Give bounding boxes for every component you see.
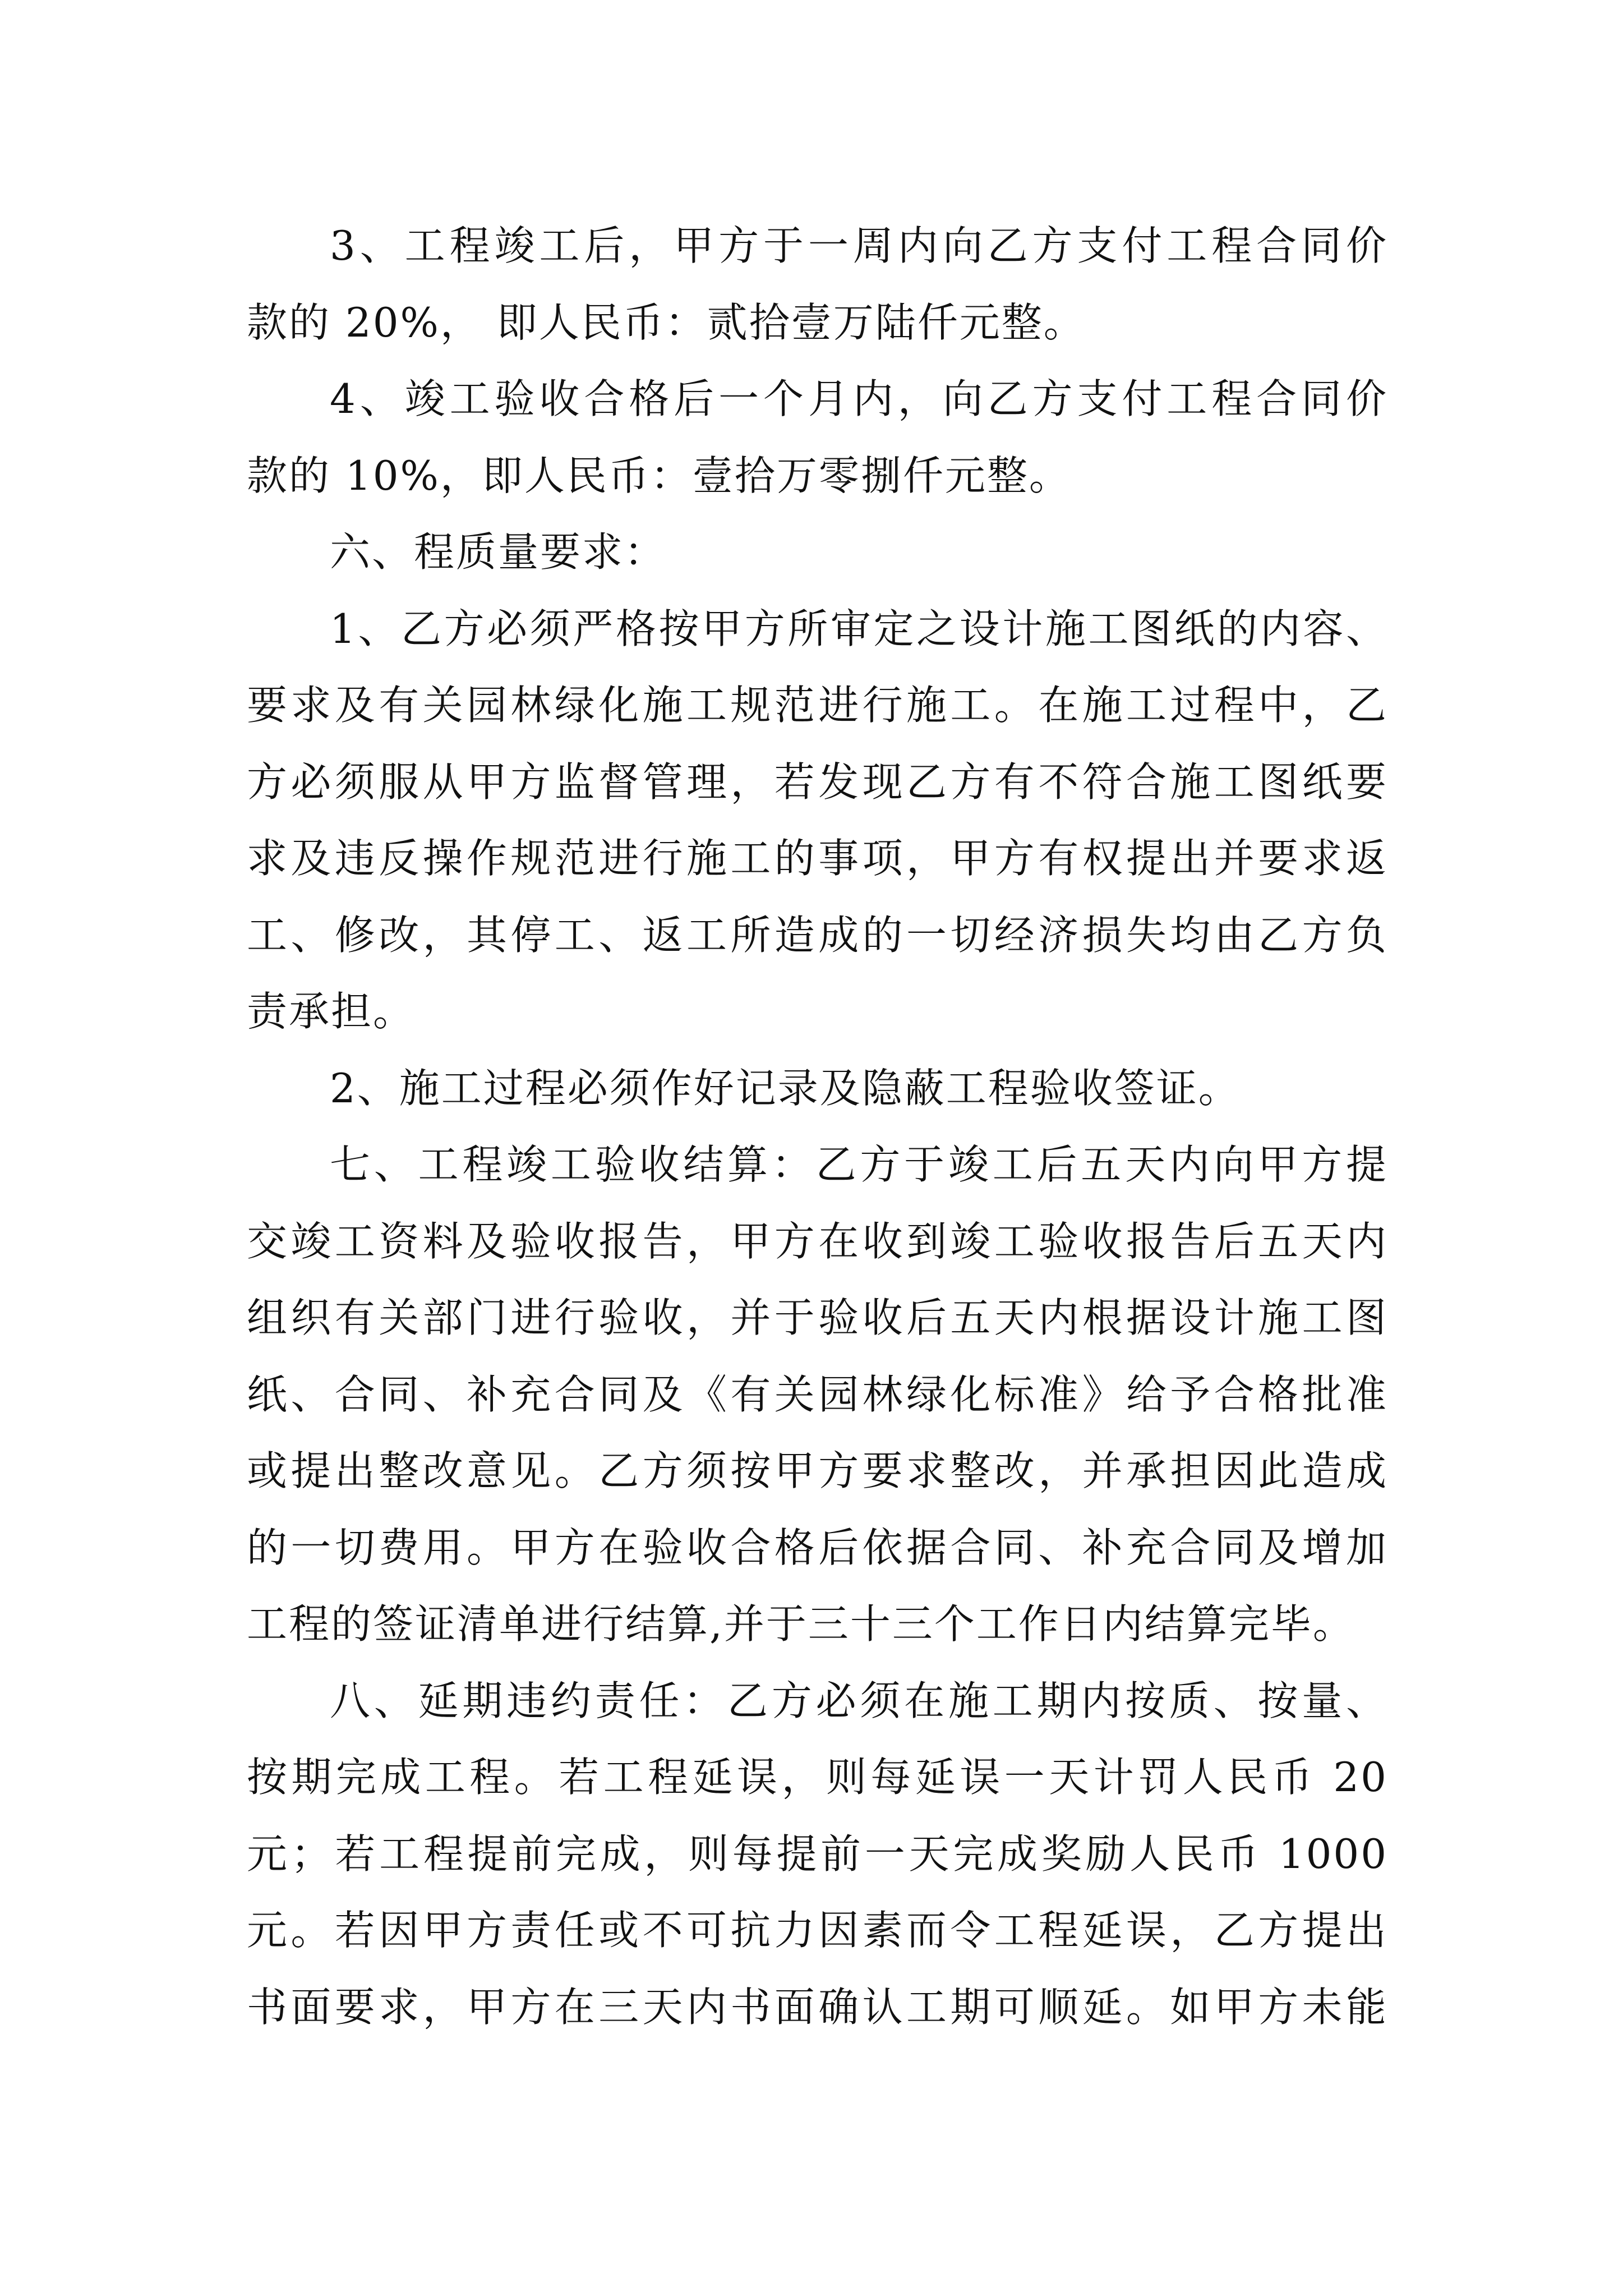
text-line: 按期完成工程。若工程延误，则每延误一天计罚人民币 20	[247, 1754, 1388, 1801]
contract-text	[247, 208, 1388, 2045]
section-heading: 七、工程竣工验收结算：乙方于竣工后五天内向甲方提	[330, 1141, 1388, 1188]
section-heading: 六、程质量要求：	[330, 528, 667, 576]
text-line: 工、修改，其停工、返工所造成的一切经济损失均由乙方负	[247, 911, 1388, 959]
section-heading: 八、延期违约责任：乙方必须在施工期内按质、按量、	[330, 1677, 1388, 1724]
text-line: 纸、合同、补充合同及《有关园林绿化标准》给予合格批准	[247, 1370, 1388, 1418]
text-line: 款的 10%，即人民币：壹拾万零捌仟元整。	[247, 452, 1071, 499]
text-line: 或提出整改意见。乙方须按甲方要求整改，并承担因此造成	[247, 1447, 1388, 1494]
text-line: 元。若因甲方责任或不可抗力因素而令工程延误，乙方提出	[247, 1907, 1388, 1954]
text-line: 方必须服从甲方监督管理，若发现乙方有不符合施工图纸要	[247, 758, 1388, 806]
text-line: 2、施工过程必须作好记录及隐蔽工程验收签证。	[330, 1064, 1241, 1112]
text-line: 款的 20%， 即人民币：贰拾壹万陆仟元整。	[247, 298, 1086, 346]
text-line: 要求及有关园林绿化施工规范进行施工。在施工过程中，乙	[247, 682, 1388, 729]
text-line: 1、乙方必须严格按甲方所审定之设计施工图纸的内容、	[330, 605, 1388, 652]
text-line: 工程的签证清单进行结算,并于三十三个工作日内结算完毕。	[247, 1600, 1355, 1648]
text-line: 元；若工程提前完成，则每提前一天完成奖励人民币 1000	[247, 1830, 1388, 1878]
text-line: 责承担。	[247, 988, 416, 1035]
text-line: 组织有关部门进行验收，并于验收后五天内根据设计施工图	[247, 1294, 1388, 1341]
text-line: 4、竣工验收合格后一个月内，向乙方支付工程合同价	[330, 375, 1388, 422]
text-line: 的一切费用。甲方在验收合格后依据合同、补充合同及增加	[247, 1524, 1388, 1571]
text-line: 交竣工资料及验收报告，甲方在收到竣工验收报告后五天内	[247, 1217, 1388, 1265]
text-line: 书面要求，甲方在三天内书面确认工期可顺延。如甲方未能	[247, 1983, 1388, 2031]
text-line: 求及违反操作规范进行施工的事项，甲方有权提出并要求返	[247, 835, 1388, 882]
text-line: 3、工程竣工后，甲方于一周内向乙方支付工程合同价	[330, 222, 1388, 269]
